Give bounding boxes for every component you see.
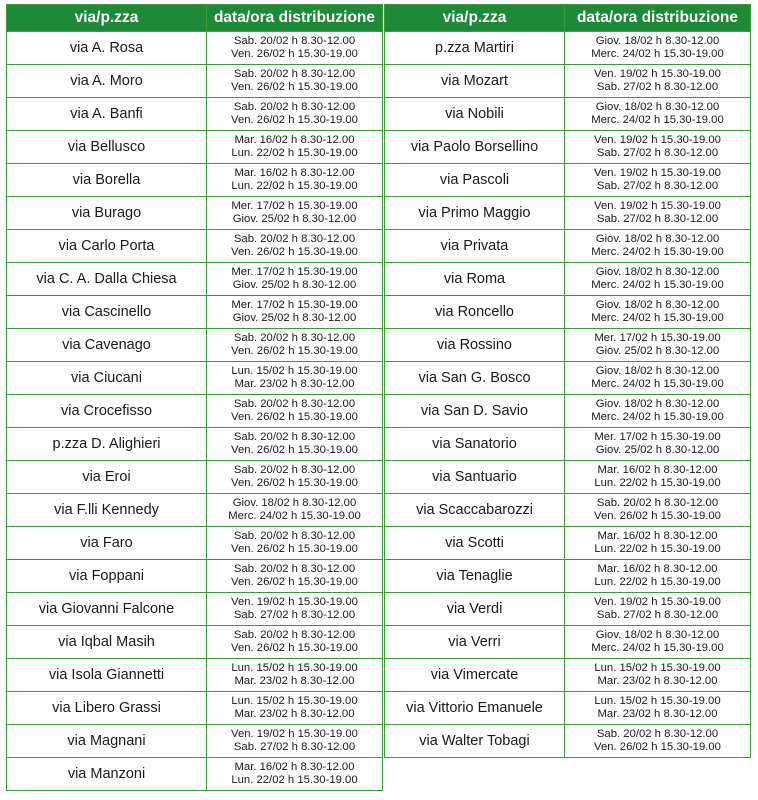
distribution-dates <box>207 395 383 428</box>
second-date: Merc. 24/02 h 15.30-19.00 <box>591 642 724 654</box>
table-row <box>7 230 383 263</box>
first-date: Lun. 15/02 h 15.30-19.00 <box>231 662 358 674</box>
distribution-dates <box>565 98 751 131</box>
street-name: via Nobili <box>385 98 565 131</box>
distribution-dates <box>207 692 383 725</box>
schedule-body-left <box>7 32 383 791</box>
first-date: Mar. 16/02 h 8.30-12.00 <box>234 167 355 179</box>
first-date: Sab. 20/02 h 8.30-12.00 <box>596 728 719 740</box>
first-date: Giov. 18/02 h 8.30-12.00 <box>595 266 720 278</box>
first-date: Lun. 15/02 h 15.30-19.00 <box>231 695 358 707</box>
distribution-dates <box>207 593 383 626</box>
schedule-body-right <box>385 32 751 758</box>
table-row <box>7 296 383 329</box>
second-date: Lun. 22/02 h 15.30-19.00 <box>231 180 358 192</box>
table-row <box>7 758 383 791</box>
first-date: Giov. 18/02 h 8.30-12.00 <box>595 398 720 410</box>
table-row <box>385 296 751 329</box>
first-date: Ven. 19/02 h 15.30-19.00 <box>231 728 358 740</box>
table-row <box>7 560 383 593</box>
distribution-dates <box>565 263 751 296</box>
second-date: Lun. 22/02 h 15.30-19.00 <box>594 576 721 588</box>
table-row <box>385 197 751 230</box>
table-row <box>385 461 751 494</box>
second-date: Ven. 26/02 h 15.30-19.00 <box>594 510 721 522</box>
table-row <box>385 263 751 296</box>
first-date: Mer. 17/02 h 15.30-19.00 <box>594 431 721 443</box>
schedule-table-left <box>6 4 383 791</box>
table-row <box>7 131 383 164</box>
distribution-dates <box>565 560 751 593</box>
distribution-dates <box>207 329 383 362</box>
table-row <box>7 461 383 494</box>
distribution-dates <box>207 527 383 560</box>
second-date: Lun. 22/02 h 15.30-19.00 <box>594 543 721 555</box>
second-date: Sab. 27/02 h 8.30-12.00 <box>596 180 719 192</box>
first-date: Mar. 16/02 h 8.30-12.00 <box>597 464 718 476</box>
table-row <box>7 692 383 725</box>
table-row <box>385 362 751 395</box>
first-date: Giov. 18/02 h 8.30-12.00 <box>595 365 720 377</box>
street-name: via Rossino <box>385 329 565 362</box>
street-name: via Vittorio Emanuele <box>385 692 565 725</box>
first-date: Lun. 15/02 h 15.30-19.00 <box>594 662 721 674</box>
distribution-dates <box>565 329 751 362</box>
second-date: Ven. 26/02 h 15.30-19.00 <box>231 81 358 93</box>
first-date: Mer. 17/02 h 15.30-19.00 <box>594 332 721 344</box>
first-date: Ven. 19/02 h 15.30-19.00 <box>594 68 721 80</box>
first-date: Mar. 16/02 h 8.30-12.00 <box>597 530 718 542</box>
first-date: Mar. 16/02 h 8.30-12.00 <box>234 761 355 773</box>
distribution-dates <box>207 560 383 593</box>
second-date: Merc. 24/02 h 15.30-19.00 <box>591 279 724 291</box>
street-name: via A. Rosa <box>7 32 207 65</box>
table-row <box>385 560 751 593</box>
street-name: via Sanatorio <box>385 428 565 461</box>
header-dates: data/ora distribuzione <box>565 5 751 32</box>
first-date: Sab. 20/02 h 8.30-12.00 <box>233 35 356 47</box>
second-date: Lun. 22/02 h 15.30-19.00 <box>231 147 358 159</box>
distribution-dates <box>565 626 751 659</box>
distribution-dates <box>565 197 751 230</box>
street-name: via F.lli Kennedy <box>7 494 207 527</box>
first-date: Lun. 15/02 h 15.30-19.00 <box>594 695 721 707</box>
header-row <box>7 5 383 32</box>
table-row <box>7 197 383 230</box>
table-row <box>385 626 751 659</box>
table-row <box>385 230 751 263</box>
second-date: Ven. 26/02 h 15.30-19.00 <box>231 477 358 489</box>
distribution-dates <box>565 65 751 98</box>
table-row <box>385 32 751 65</box>
second-date: Giov. 25/02 h 8.30-12.00 <box>232 279 357 291</box>
first-date: Giov. 18/02 h 8.30-12.00 <box>595 35 720 47</box>
second-date: Mar. 23/02 h 8.30-12.00 <box>597 675 718 687</box>
first-date: Sab. 20/02 h 8.30-12.00 <box>233 530 356 542</box>
first-date: Mar. 16/02 h 8.30-12.00 <box>597 563 718 575</box>
second-date: Sab. 27/02 h 8.30-12.00 <box>596 213 719 225</box>
distribution-dates <box>207 494 383 527</box>
second-date: Merc. 24/02 h 15.30-19.00 <box>228 510 361 522</box>
distribution-dates <box>207 428 383 461</box>
distribution-dates <box>565 230 751 263</box>
second-date: Merc. 24/02 h 15.30-19.00 <box>591 378 724 390</box>
street-name: via Walter Tobagi <box>385 725 565 758</box>
table-row <box>7 593 383 626</box>
second-date: Mar. 23/02 h 8.30-12.00 <box>234 675 355 687</box>
table-row <box>7 494 383 527</box>
distribution-dates <box>565 296 751 329</box>
first-date: Ven. 19/02 h 15.30-19.00 <box>594 167 721 179</box>
first-date: Giov. 18/02 h 8.30-12.00 <box>595 233 720 245</box>
first-date: Sab. 20/02 h 8.30-12.00 <box>233 563 356 575</box>
header-row <box>385 5 751 32</box>
first-date: Sab. 20/02 h 8.30-12.00 <box>233 332 356 344</box>
second-date: Sab. 27/02 h 8.30-12.00 <box>596 81 719 93</box>
second-date: Mar. 23/02 h 8.30-12.00 <box>234 378 355 390</box>
second-date: Sab. 27/02 h 8.30-12.00 <box>233 609 356 621</box>
second-date: Merc. 24/02 h 15.30-19.00 <box>591 114 724 126</box>
distribution-dates <box>207 296 383 329</box>
second-date: Ven. 26/02 h 15.30-19.00 <box>594 741 721 753</box>
street-name: via Magnani <box>7 725 207 758</box>
first-date: Sab. 20/02 h 8.30-12.00 <box>233 629 356 641</box>
table-row <box>7 395 383 428</box>
table-row <box>385 428 751 461</box>
street-name: via Foppani <box>7 560 207 593</box>
second-date: Merc. 24/02 h 15.30-19.00 <box>591 312 724 324</box>
distribution-dates <box>207 725 383 758</box>
street-name: via A. Moro <box>7 65 207 98</box>
table-row <box>385 494 751 527</box>
distribution-dates <box>207 164 383 197</box>
second-date: Ven. 26/02 h 15.30-19.00 <box>231 411 358 423</box>
table-row <box>385 131 751 164</box>
second-date: Sab. 27/02 h 8.30-12.00 <box>596 147 719 159</box>
second-date: Giov. 25/02 h 8.30-12.00 <box>595 444 720 456</box>
table-row <box>385 65 751 98</box>
second-date: Ven. 26/02 h 15.30-19.00 <box>231 345 358 357</box>
street-name: via Roma <box>385 263 565 296</box>
street-name: via Carlo Porta <box>7 230 207 263</box>
second-date: Giov. 25/02 h 8.30-12.00 <box>232 312 357 324</box>
header-dates: data/ora distribuzione <box>207 5 383 32</box>
table-row <box>385 692 751 725</box>
distribution-dates <box>207 758 383 791</box>
street-name: via Isola Giannetti <box>7 659 207 692</box>
header-street: via/p.zza <box>7 5 207 32</box>
table-row <box>7 32 383 65</box>
first-date: Sab. 20/02 h 8.30-12.00 <box>233 398 356 410</box>
table-row <box>7 626 383 659</box>
second-date: Sab. 27/02 h 8.30-12.00 <box>596 609 719 621</box>
street-name: via Verdi <box>385 593 565 626</box>
table-row <box>385 593 751 626</box>
street-name: via A. Banfi <box>7 98 207 131</box>
street-name: via Primo Maggio <box>385 197 565 230</box>
table-row <box>7 362 383 395</box>
street-name: via Ciucani <box>7 362 207 395</box>
street-name: via Faro <box>7 527 207 560</box>
second-date: Mar. 23/02 h 8.30-12.00 <box>234 708 355 720</box>
street-name: via Borella <box>7 164 207 197</box>
street-name: via Giovanni Falcone <box>7 593 207 626</box>
second-date: Giov. 25/02 h 8.30-12.00 <box>595 345 720 357</box>
street-name: via Crocefisso <box>7 395 207 428</box>
table-row <box>7 428 383 461</box>
street-name: via Manzoni <box>7 758 207 791</box>
second-date: Lun. 22/02 h 15.30-19.00 <box>231 774 358 786</box>
street-name: via Vimercate <box>385 659 565 692</box>
second-date: Ven. 26/02 h 15.30-19.00 <box>231 576 358 588</box>
table-row <box>385 98 751 131</box>
second-date: Merc. 24/02 h 15.30-19.00 <box>591 246 724 258</box>
second-date: Ven. 26/02 h 15.30-19.00 <box>231 48 358 60</box>
distribution-dates <box>565 395 751 428</box>
table-row <box>7 98 383 131</box>
first-date: Ven. 19/02 h 15.30-19.00 <box>594 200 721 212</box>
street-name: via San G. Bosco <box>385 362 565 395</box>
distribution-dates <box>565 32 751 65</box>
street-name: via Burago <box>7 197 207 230</box>
first-date: Sab. 20/02 h 8.30-12.00 <box>233 68 356 80</box>
first-date: Mar. 16/02 h 8.30-12.00 <box>234 134 355 146</box>
second-date: Sab. 27/02 h 8.30-12.00 <box>233 741 356 753</box>
street-name: via San D. Savio <box>385 395 565 428</box>
table-row <box>7 725 383 758</box>
street-name: via Santuario <box>385 461 565 494</box>
table-row <box>7 263 383 296</box>
street-name: via Scaccabarozzi <box>385 494 565 527</box>
first-date: Giov. 18/02 h 8.30-12.00 <box>595 299 720 311</box>
street-name: via Mozart <box>385 65 565 98</box>
distribution-dates <box>565 428 751 461</box>
distribution-dates <box>207 98 383 131</box>
schedule-table-right <box>384 4 751 758</box>
distribution-dates <box>207 362 383 395</box>
table-row <box>385 164 751 197</box>
table-row <box>7 164 383 197</box>
second-date: Lun. 22/02 h 15.30-19.00 <box>594 477 721 489</box>
first-date: Mer. 17/02 h 15.30-19.00 <box>231 200 358 212</box>
first-date: Sab. 20/02 h 8.30-12.00 <box>596 497 719 509</box>
distribution-dates <box>207 659 383 692</box>
street-name: p.zza D. Alighieri <box>7 428 207 461</box>
table-row <box>385 725 751 758</box>
first-date: Mer. 17/02 h 15.30-19.00 <box>231 299 358 311</box>
first-date: Giov. 18/02 h 8.30-12.00 <box>595 629 720 641</box>
distribution-dates <box>565 362 751 395</box>
first-date: Giov. 18/02 h 8.30-12.00 <box>595 101 720 113</box>
second-date: Ven. 26/02 h 15.30-19.00 <box>231 246 358 258</box>
table-row <box>385 395 751 428</box>
header-street: via/p.zza <box>385 5 565 32</box>
street-name: via Eroi <box>7 461 207 494</box>
street-name: via Roncello <box>385 296 565 329</box>
street-name: via Tenaglie <box>385 560 565 593</box>
second-date: Mar. 23/02 h 8.30-12.00 <box>597 708 718 720</box>
distribution-dates <box>207 65 383 98</box>
street-name: via Pascoli <box>385 164 565 197</box>
second-date: Ven. 26/02 h 15.30-19.00 <box>231 642 358 654</box>
street-name: via Privata <box>385 230 565 263</box>
second-date: Merc. 24/02 h 15.30-19.00 <box>591 48 724 60</box>
distribution-dates <box>207 32 383 65</box>
second-date: Ven. 26/02 h 15.30-19.00 <box>231 444 358 456</box>
street-name: via Cavenago <box>7 329 207 362</box>
street-name: via Paolo Borsellino <box>385 131 565 164</box>
distribution-dates <box>565 692 751 725</box>
distribution-dates <box>565 164 751 197</box>
table-row <box>385 329 751 362</box>
distribution-dates <box>207 197 383 230</box>
distribution-dates <box>565 725 751 758</box>
distribution-dates <box>207 263 383 296</box>
street-name: via Cascinello <box>7 296 207 329</box>
first-date: Sab. 20/02 h 8.30-12.00 <box>233 233 356 245</box>
street-name: via Bellusco <box>7 131 207 164</box>
first-date: Giov. 18/02 h 8.30-12.00 <box>232 497 357 509</box>
second-date: Ven. 26/02 h 15.30-19.00 <box>231 543 358 555</box>
first-date: Mer. 17/02 h 15.30-19.00 <box>231 266 358 278</box>
table-row <box>7 329 383 362</box>
distribution-dates <box>565 461 751 494</box>
distribution-dates <box>565 593 751 626</box>
street-name: via Scotti <box>385 527 565 560</box>
table-row <box>385 659 751 692</box>
first-date: Lun. 15/02 h 15.30-19.00 <box>231 365 358 377</box>
table-row <box>385 527 751 560</box>
distribution-dates <box>207 230 383 263</box>
street-name: via Libero Grassi <box>7 692 207 725</box>
distribution-dates <box>565 494 751 527</box>
street-name: via Verri <box>385 626 565 659</box>
distribution-dates <box>207 131 383 164</box>
table-row <box>7 65 383 98</box>
first-date: Sab. 20/02 h 8.30-12.00 <box>233 431 356 443</box>
distribution-dates <box>565 131 751 164</box>
first-date: Sab. 20/02 h 8.30-12.00 <box>233 101 356 113</box>
distribution-dates <box>207 626 383 659</box>
street-name: p.zza Martiri <box>385 32 565 65</box>
second-date: Giov. 25/02 h 8.30-12.00 <box>232 213 357 225</box>
street-name: via Iqbal Masih <box>7 626 207 659</box>
distribution-dates <box>207 461 383 494</box>
table-row <box>7 527 383 560</box>
distribution-dates <box>565 527 751 560</box>
first-date: Ven. 19/02 h 15.30-19.00 <box>594 134 721 146</box>
table-row <box>7 659 383 692</box>
second-date: Merc. 24/02 h 15.30-19.00 <box>591 411 724 423</box>
first-date: Sab. 20/02 h 8.30-12.00 <box>233 464 356 476</box>
first-date: Ven. 19/02 h 15.30-19.00 <box>594 596 721 608</box>
second-date: Ven. 26/02 h 15.30-19.00 <box>231 114 358 126</box>
first-date: Ven. 19/02 h 15.30-19.00 <box>231 596 358 608</box>
distribution-dates <box>565 659 751 692</box>
street-name: via C. A. Dalla Chiesa <box>7 263 207 296</box>
